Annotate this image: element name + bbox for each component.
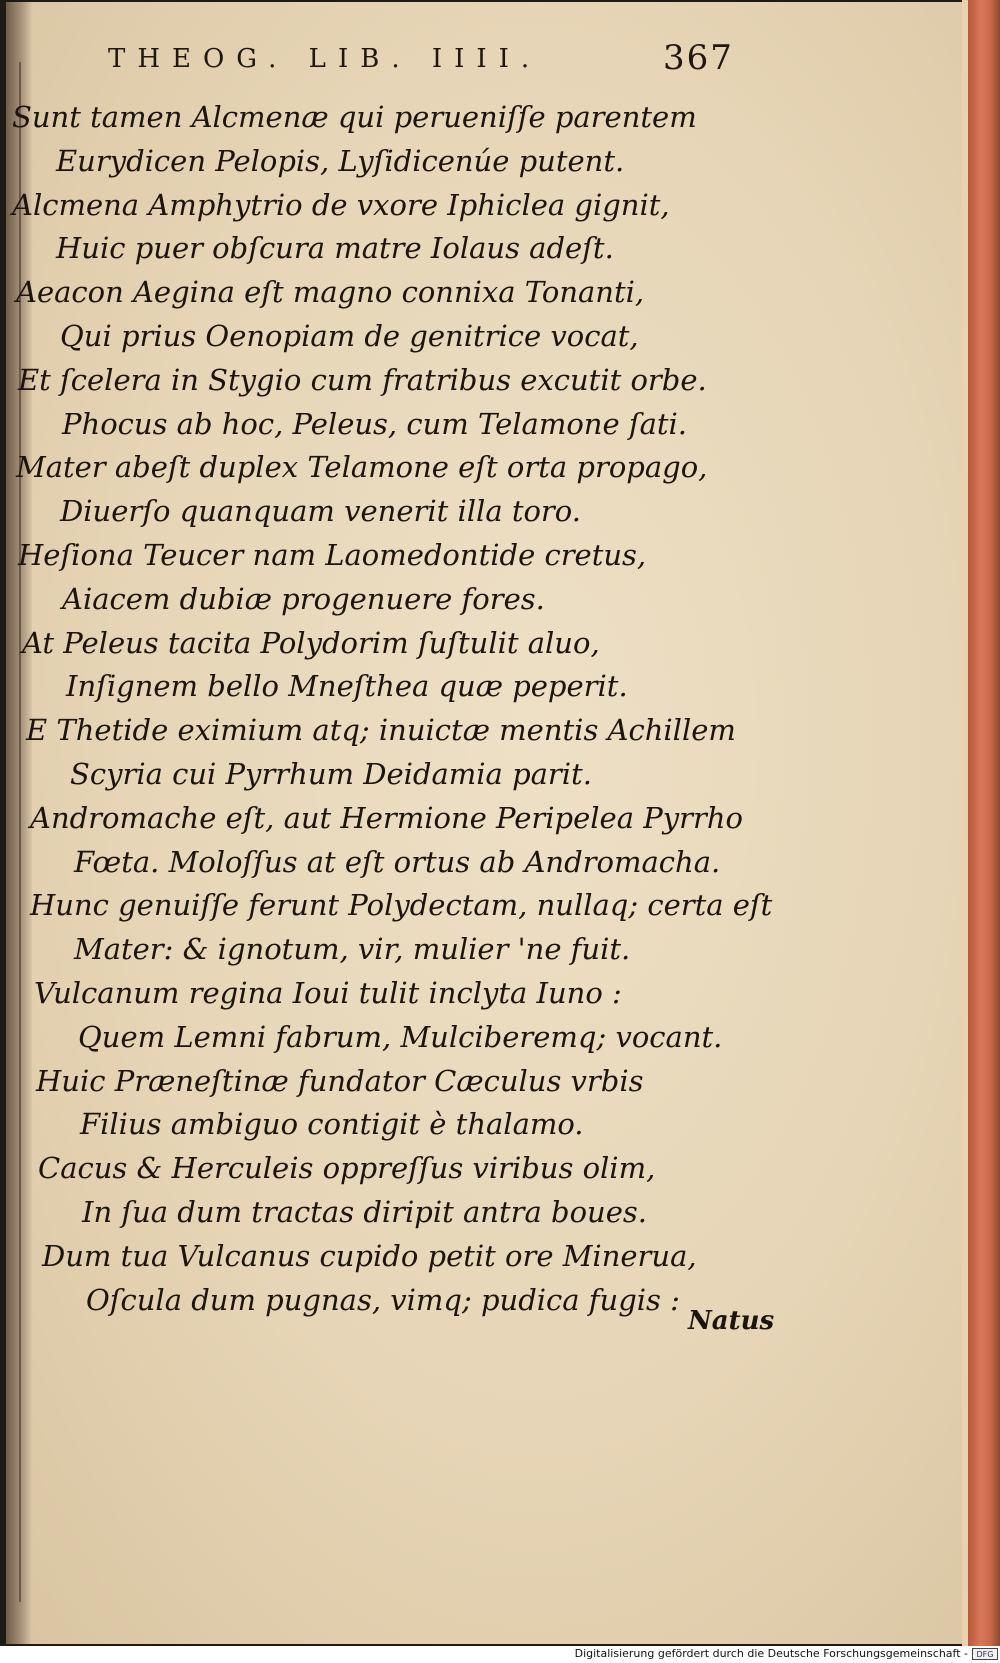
page-header [108, 38, 734, 82]
verse-line: Inſignem bello Mneſthea quæ peperit. [66, 669, 628, 704]
running-head: THEOG. LIB. IIII. [108, 44, 542, 74]
verse-line: Aiacem dubiæ progenuere fores. [62, 581, 545, 616]
verse-line: Sunt tamen Alcmenæ qui perueniſſe parentem [12, 100, 697, 134]
footer-bar [0, 1646, 1000, 1663]
red-page-edges [968, 0, 1000, 1646]
verse-line: In ſua dum tractas diripit antra boues. [82, 1194, 647, 1229]
funding-credit: Digitalisierung gefördert durch die Deutsche Forschungsgemeinschaft - [574, 1647, 968, 1660]
verse-line: Cacus & Herculeis oppreſſus viribus olim, [38, 1151, 656, 1186]
verse-line: Eurydicen Pelopis, Lyſidicenúe putent. [56, 143, 625, 178]
verse-line: Diuerſo quanquam venerit illa toro. [60, 494, 581, 529]
catchword: Natus [688, 1306, 775, 1336]
verse-line: Hunc genuiſſe ferunt Polydectam, nullaq; certa eſt [30, 888, 773, 923]
verse-line: Phocus ab hoc, Peleus, cum Telamone ſati. [62, 406, 688, 441]
verse-line: Fœta. Moloſſus at eſt ortus ab Andromacha. [74, 844, 721, 879]
verse-line: Quem Lemni fabrum, Mulciberemq; vocant. [78, 1019, 723, 1054]
verse-line: Mater: & ignotum, vir, mulier 'ne fuit. [74, 932, 631, 967]
dfg-logo-icon: DFG [972, 1648, 998, 1660]
verse-line: E Thetide eximium atq; inuictæ mentis Achillem [26, 713, 736, 748]
verse-line: Vulcanum regina Ioui tulit inclyta Iuno : [34, 975, 622, 1010]
verse-line: Scyria cui Pyrrhum Deidamia parit. [70, 756, 592, 791]
verse-line: Dum tua Vulcanus cupido petit ore Minerua, [42, 1238, 697, 1273]
verse-line: Alcmena Amphytrio de vxore Iphiclea gignit, [12, 187, 670, 222]
verse-line: Filius ambiguo contigit è thalamo. [80, 1107, 584, 1142]
verse-line: Aeacon Aegina eſt magno connixa Tonanti, [16, 275, 645, 310]
verse-line: Huic puer obſcura matre Iolaus adeſt. [56, 231, 614, 266]
verse-line: Heſiona Teucer nam Laomedontide cretus, [18, 537, 647, 572]
page-number: 367 [663, 38, 734, 78]
verse-line: Andromache eſt, aut Hermione Peripelea Pyrrho [30, 800, 743, 835]
verse-line: Oſcula dum pugnas, vimq; pudica fugis : [86, 1282, 680, 1317]
verse-line: At Peleus tacita Polydorim ſuſtulit aluo, [22, 625, 600, 660]
verse-line: Mater abeſt duplex Telamone eſt orta propago, [16, 450, 708, 485]
verse-line: Et ſcelera in Stygio cum fratribus excutit orbe. [18, 362, 707, 397]
verse-line: Qui prius Oenopiam de genitrice vocat, [60, 318, 639, 353]
verse-line: Huic Præneſtinæ fundator Cæculus vrbis [36, 1063, 644, 1098]
